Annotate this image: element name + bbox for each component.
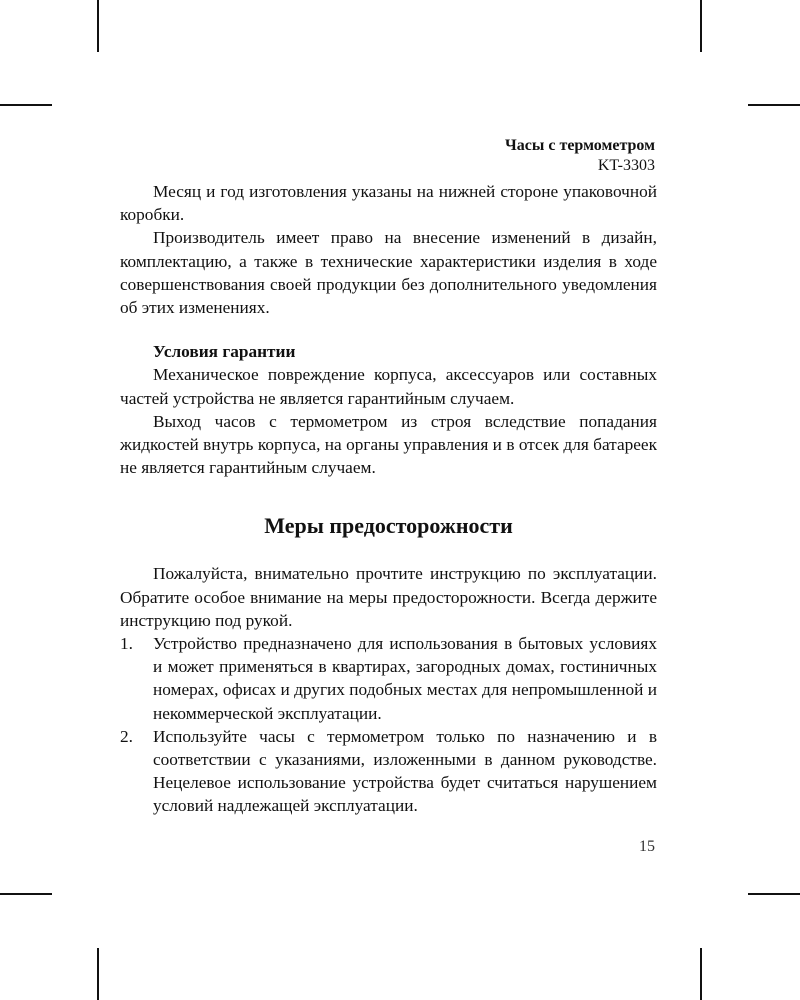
paragraph-warranty-damage: Механическое повреждение корпуса, аксессуаров или составных частей устройства не является гарантийным случаем.	[120, 365, 657, 408]
crop-mark-right-bottom	[748, 893, 800, 895]
header-model: KT-3303	[597, 157, 655, 174]
list-item-text: Используйте часы с термометром только по назначению и в соответствии с указаниями, изложенными в данном руководстве. Нецелевое использование устройства будет считаться нарушением условий надлежащей эксплуатации.	[153, 726, 657, 816]
precautions-list	[120, 632, 657, 818]
paragraph-manufacturer-rights: Производитель имеет право на внесение изменений в дизайн, комплектацию, а также в технические характеристики изделия в ходе совершенствования своей продукции без дополнительного уведомления об этих изменениях.	[120, 228, 657, 318]
list-item-number: 1.	[120, 634, 133, 654]
list-item-number: 2.	[120, 726, 133, 746]
crop-mark-top-left	[97, 0, 99, 52]
list-item	[120, 632, 657, 725]
paragraph-manufacture-date: Месяц и год изготовления указаны на нижней стороне упаковочной коробки.	[120, 182, 657, 225]
header-title: Часы с термометром	[505, 137, 655, 154]
crop-mark-bottom-left	[97, 948, 99, 1000]
warranty-heading: Условия гарантии	[153, 342, 296, 362]
list-item	[120, 725, 657, 818]
section-title: Меры предосторожности	[264, 513, 513, 539]
list-item-text: Устройство предназначено для использования в бытовых условиях и может применяться в квартирах, загородных домах, гостиничных номерах, офисах и других подобных местах для непромышленной и некоммерческой эксплуатации.	[153, 634, 657, 723]
page-content	[120, 180, 657, 818]
crop-mark-left-bottom	[0, 893, 52, 895]
paragraph-warranty-liquid: Выход часов с термометром из строя вследствие попадания жидкостей внутрь корпуса, на органы управления и в отсек для батареек не является гарантийным случаем.	[120, 411, 657, 478]
crop-mark-bottom-right	[700, 948, 702, 1000]
page-number: 15	[639, 838, 655, 855]
crop-mark-right-top	[748, 104, 800, 106]
crop-mark-left-top	[0, 104, 52, 106]
crop-mark-top-right	[700, 0, 702, 52]
paragraph-precautions-intro: Пожалуйста, внимательно прочтите инструкцию по эксплуатации. Обратите особое внимание на меры предосторожности. Всегда держите инструкцию под рукой.	[120, 564, 657, 630]
running-header	[505, 136, 655, 176]
